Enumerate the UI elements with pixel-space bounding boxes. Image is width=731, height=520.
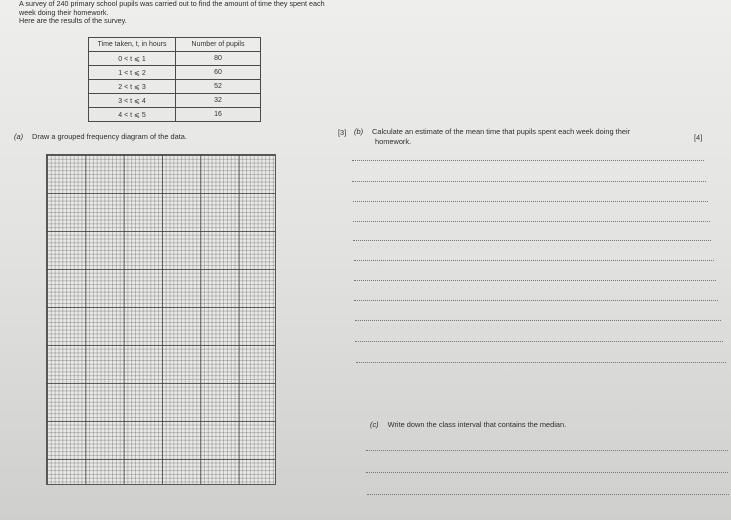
part-b-text-line-2: homework. xyxy=(375,137,412,146)
table-header-row xyxy=(89,38,261,52)
answer-line[interactable] xyxy=(353,221,710,222)
part-a-letter: (a) xyxy=(14,132,24,141)
table-cell-interval: 4 < t ⩽ 5 xyxy=(89,108,176,122)
answer-line[interactable] xyxy=(354,280,716,281)
table-cell-interval: 2 < t ⩽ 3 xyxy=(89,80,176,94)
graph-paper-grid[interactable] xyxy=(46,154,276,485)
answer-line[interactable] xyxy=(353,201,708,202)
answer-line[interactable] xyxy=(352,181,706,182)
part-b-question xyxy=(354,127,630,136)
intro-line-2: week doing their homework. xyxy=(19,7,109,17)
answer-line[interactable] xyxy=(355,341,723,342)
part-a-marks: [3] xyxy=(338,128,347,137)
intro-line-3: Here are the results of the survey. xyxy=(19,16,127,26)
part-c-question xyxy=(370,420,566,429)
table-row xyxy=(89,80,261,94)
answer-line[interactable] xyxy=(366,472,728,473)
table-row xyxy=(89,94,261,108)
table-cell-interval: 0 < t ⩽ 1 xyxy=(89,52,176,66)
table-cell-frequency: 16 xyxy=(176,108,261,122)
part-c-text: Write down the class interval that contains the median. xyxy=(387,420,567,429)
part-b-text-line-1: Calculate an estimate of the mean time that pupils spent each week doing their xyxy=(372,127,631,136)
answer-line[interactable] xyxy=(366,450,728,451)
table-header-pupils: Number of pupils xyxy=(176,38,261,52)
table-cell-frequency: 32 xyxy=(176,94,261,108)
table-header-time: Time taken, t, in hours xyxy=(89,38,176,52)
intro-line-1: A survey of 240 primary school pupils was carried out to find the amount of time they spent each xyxy=(19,0,325,8)
table-cell-interval: 3 < t ⩽ 4 xyxy=(89,94,176,108)
answer-line[interactable] xyxy=(355,320,721,321)
answer-line[interactable] xyxy=(354,260,714,261)
table-cell-frequency: 80 xyxy=(176,52,261,66)
table-cell-frequency: 60 xyxy=(176,66,261,80)
answer-line[interactable] xyxy=(367,494,729,495)
table-row xyxy=(89,66,261,80)
part-b-marks: [4] xyxy=(694,133,703,142)
table-row xyxy=(89,52,261,66)
question-intro xyxy=(19,0,325,26)
table-cell-interval: 1 < t ⩽ 2 xyxy=(89,66,176,80)
answer-line[interactable] xyxy=(353,240,711,241)
answer-line[interactable] xyxy=(356,362,726,363)
answer-line[interactable] xyxy=(354,300,718,301)
frequency-table xyxy=(88,37,261,122)
table-row xyxy=(89,108,261,122)
part-a-text: Draw a grouped frequency diagram of the data. xyxy=(32,132,187,141)
answer-line[interactable] xyxy=(352,160,704,161)
part-a-question xyxy=(14,132,187,141)
part-b-letter: (b) xyxy=(354,127,364,136)
part-c-letter: (c) xyxy=(370,420,379,429)
table-cell-frequency: 52 xyxy=(176,80,261,94)
